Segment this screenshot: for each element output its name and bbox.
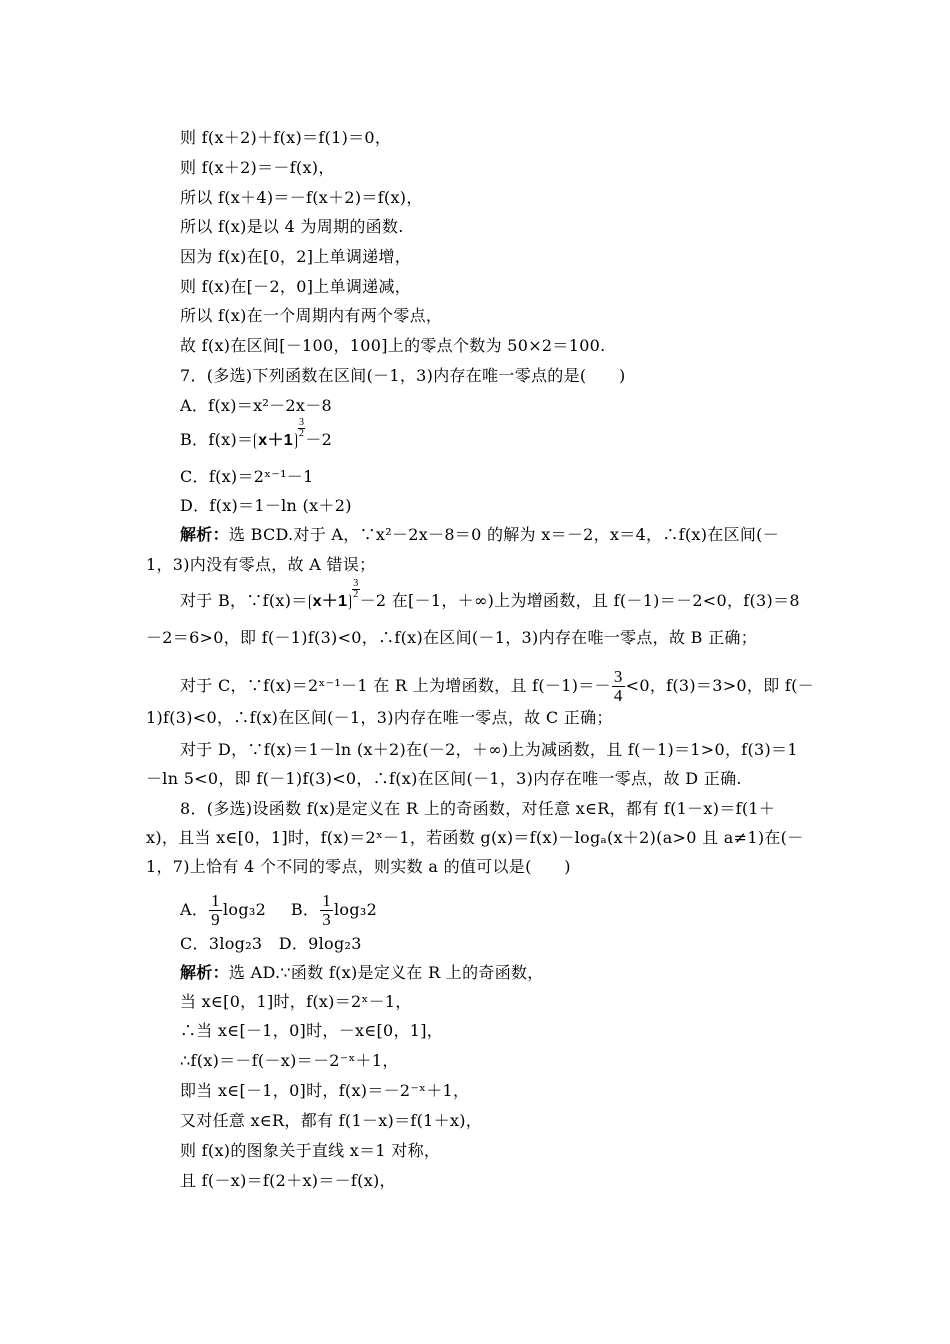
- fraction: [612, 668, 625, 705]
- solution-text: <0，f(3)＝3>0，即 f(－: [625, 676, 814, 695]
- option-b-suffix: －2: [305, 430, 333, 449]
- question-7-option-d: D．f(x)＝1－ln (x＋2): [180, 496, 352, 515]
- q7-solution-line-1: [180, 525, 779, 545]
- q7-solution-line-5: [180, 668, 814, 705]
- q8-solution-line-3: ∴当 x∈[－1，0]时，－x∈[0，1]，: [180, 1021, 444, 1040]
- solution-label: 解析：: [180, 963, 229, 982]
- q8-solution-line-7: 则 f(x)的图象关于直线 x＝1 对称，: [180, 1141, 441, 1160]
- option-a-tail: log₃2: [222, 900, 267, 919]
- q8-solution-line-4: ∴f(x)＝－f(－x)＝－2⁻ˣ＋1，: [180, 1051, 399, 1070]
- q7-solution-line-8: －ln 5<0，即 f(－1)f(3)<0，∴f(x)在区间(－1，3)内存在唯一零点，故 D 正确.: [146, 769, 742, 788]
- q7-solution-line-3: [180, 578, 800, 612]
- text-line: 所以 f(x)是以 4 为周期的函数.: [180, 217, 404, 236]
- option-b-base: x＋1: [254, 433, 297, 449]
- q8-solution-line-8: 且 f(－x)＝f(2＋x)＝－f(x)，: [180, 1171, 396, 1190]
- option-a-fraction: [209, 892, 222, 929]
- option-b-exponent: [298, 418, 305, 439]
- question-8-options-cd: C．3log₂3 D．9log₂3: [180, 934, 362, 953]
- option-b-label: B．: [290, 900, 320, 919]
- solution-text: 选 BCD.对于 A，∵x²－2x－8＝0 的解为 x＝－2，x＝4，∴f(x)在区间(－: [228, 525, 780, 544]
- q8-solution-line-5: 即当 x∈[－1，0]时，f(x)＝－2⁻ˣ＋1，: [180, 1081, 470, 1100]
- fraction-denominator: 9: [211, 910, 220, 929]
- solution-text: －2 在[－1，＋∞)上为增函数，且 f(－1)＝－2<0，f(3)＝8: [359, 591, 800, 610]
- option-a-label: A．: [180, 900, 209, 919]
- exponent-fraction: [352, 579, 359, 600]
- exponent-denominator: 2: [353, 589, 359, 600]
- solution-text: 选 AD.∵函数 f(x)是定义在 R 上的奇函数，: [228, 963, 544, 982]
- base-expression: x＋1: [309, 594, 352, 610]
- option-b-prefix: B．f(x)＝: [180, 430, 254, 449]
- text-line: 因为 f(x)在[0，2]上单调递增，: [180, 247, 412, 266]
- exponent-numerator: 3: [299, 417, 305, 428]
- fraction-numerator: 1: [322, 891, 332, 910]
- exponent-numerator: 3: [353, 578, 359, 589]
- exponent-denominator: 2: [299, 428, 305, 439]
- q7-solution-line-7: 对于 D，∵f(x)＝1－ln (x＋2)在(－2，＋∞)上为减函数，且 f(－1)＝1>0，f(3)＝1: [180, 740, 798, 759]
- fraction-numerator: 3: [613, 667, 623, 686]
- question-7-option-b: [180, 417, 333, 451]
- text-line: 故 f(x)在区间[－100，100]上的零点个数为 50×2＝100.: [180, 336, 606, 355]
- question-8-options-ab: [180, 892, 377, 929]
- q8-solution-line-1: [180, 963, 544, 983]
- text-line: 则 f(x)在[－2，0]上单调递减，: [180, 277, 412, 296]
- option-b-tail: log₃2: [334, 900, 378, 919]
- fraction-denominator: 3: [322, 910, 332, 929]
- q7-solution-line-2: 1，3)内没有零点，故 A 错误；: [146, 555, 376, 574]
- text-line: 则 f(x＋2)＝－f(x)，: [180, 158, 335, 177]
- option-b-fraction: [320, 892, 333, 929]
- question-7-option-c: C．f(x)＝2ˣ⁻¹－1: [180, 467, 314, 486]
- text-line: 所以 f(x)在一个周期内有两个零点，: [180, 306, 443, 325]
- solution-label: 解析：: [180, 525, 229, 544]
- text-line: 则 f(x＋2)＋f(x)＝f(1)＝0，: [180, 128, 392, 147]
- fraction-denominator: 4: [613, 686, 623, 705]
- question-8-stem-3: 1，7)上恰有 4 个不同的零点，则实数 a 的值可以是( ): [146, 857, 571, 876]
- question-8-stem-1: 8．(多选)设函数 f(x)是定义在 R 上的奇函数，对任意 x∈R，都有 f(1－x)＝f(1＋: [180, 799, 776, 818]
- q8-solution-line-6: 又对任意 x∈R，都有 f(1－x)＝f(1＋x)，: [180, 1111, 483, 1130]
- solution-text: 对于 B，∵f(x)＝: [180, 591, 308, 610]
- question-7-stem: 7．(多选)下列函数在区间(－1，3)内存在唯一零点的是( ): [180, 366, 626, 385]
- q7-solution-line-4: －2＝6>0，即 f(－1)f(3)<0，∴f(x)在区间(－1，3)内存在唯一零点，故 B 正确；: [146, 628, 757, 647]
- question-7-option-a: A．f(x)＝x²－2x－8: [180, 396, 333, 415]
- fraction-numerator: 1: [211, 891, 220, 910]
- solution-text: 对于 C，∵f(x)＝2ˣ⁻¹－1 在 R 上为增函数，且 f(－1)＝－: [180, 676, 611, 695]
- text-line: 所以 f(x＋4)＝－f(x＋2)＝f(x)，: [180, 188, 423, 207]
- q8-solution-line-2: 当 x∈[0，1]时，f(x)＝2ˣ－1，: [180, 992, 412, 1011]
- q7-solution-line-6: 1)f(3)<0，∴f(x)在区间(－1，3)内存在唯一零点，故 C 正确；: [146, 708, 613, 727]
- question-8-stem-2: x)，且当 x∈[0，1]时，f(x)＝2ˣ－1，若函数 g(x)＝f(x)－logₐ(x＋2)(a>0 且 a≠1)在(－: [146, 828, 804, 847]
